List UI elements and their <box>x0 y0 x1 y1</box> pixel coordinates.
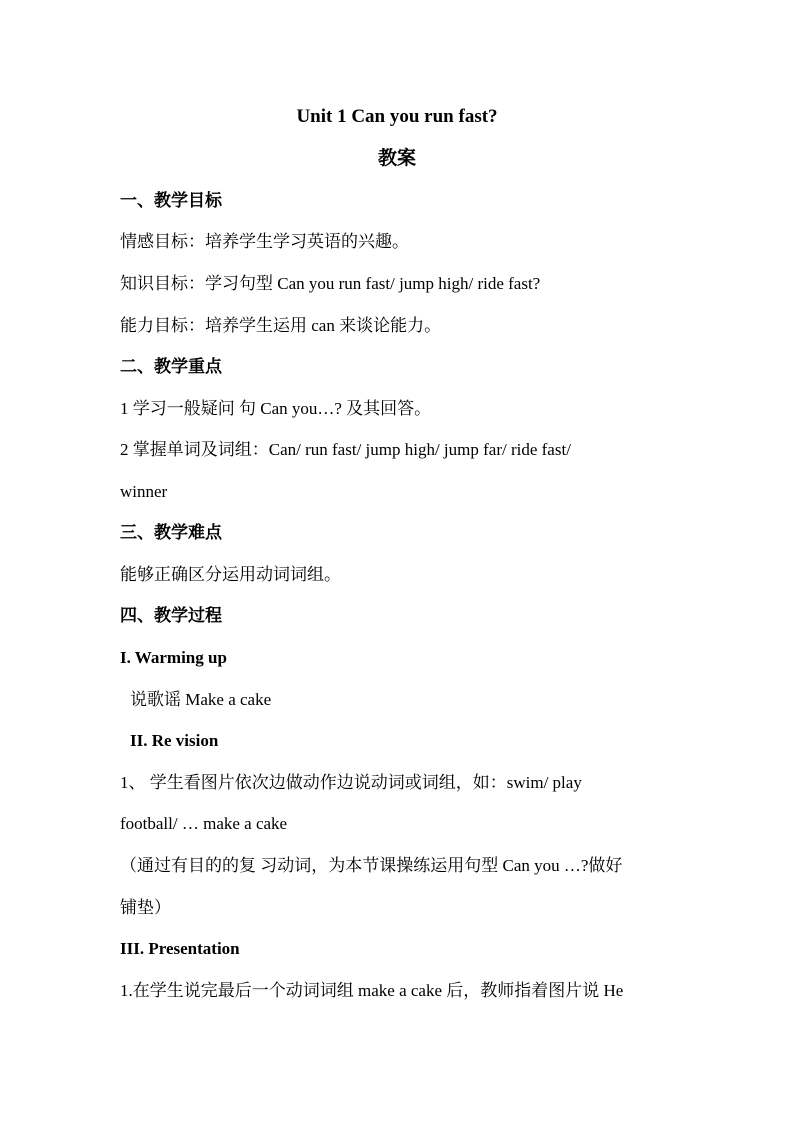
document-subtitle: 教案 <box>377 148 416 169</box>
paragraph-line: winner <box>120 482 168 501</box>
paragraph-line: 说歌谣 Make a cake <box>130 690 272 709</box>
subheading-presentation: III. Presentation <box>120 939 240 958</box>
section-heading-process: 四、教学过程 <box>120 606 222 625</box>
paragraph-line: 铺垫） <box>120 898 171 917</box>
subheading-warming-up: I. Warming up <box>120 648 227 667</box>
paragraph-line: 1.在学生说完最后一个动词词组 make a cake 后，教师指着图片说 He <box>120 981 624 1000</box>
paragraph-line: 1、 学生看图片依次边做动作边说动词或词组，如：swim/ play <box>120 773 582 792</box>
section-heading-objectives: 一、教学目标 <box>120 191 222 210</box>
section-heading-difficulties: 三、教学难点 <box>120 523 222 542</box>
section-heading-key-points: 二、教学重点 <box>120 357 222 376</box>
paragraph-line: 1 学习一般疑问 句 Can you…? 及其回答。 <box>120 399 432 418</box>
paragraph-line: 情感目标：培养学生学习英语的兴趣。 <box>120 232 409 251</box>
paragraph-line: 2 掌握单词及词组：Can/ run fast/ jump high/ jump far/ ride fast/ <box>120 440 571 459</box>
paragraph-line: football/ … make a cake <box>120 814 288 833</box>
paragraph-line: 知识目标：学习句型 Can you run fast/ jump high/ ride fast? <box>120 274 541 293</box>
subheading-revision: II. Re vision <box>130 731 219 750</box>
paragraph-line: 能够正确区分运用动词词组。 <box>120 565 341 584</box>
paragraph-line: （通过有目的的复 习动词，为本节课操练运用句型 Can you …?做好 <box>120 856 623 875</box>
document-title: Unit 1 Can you run fast? <box>296 106 498 127</box>
paragraph-line: 能力目标：培养学生运用 can 来谈论能力。 <box>120 316 442 335</box>
